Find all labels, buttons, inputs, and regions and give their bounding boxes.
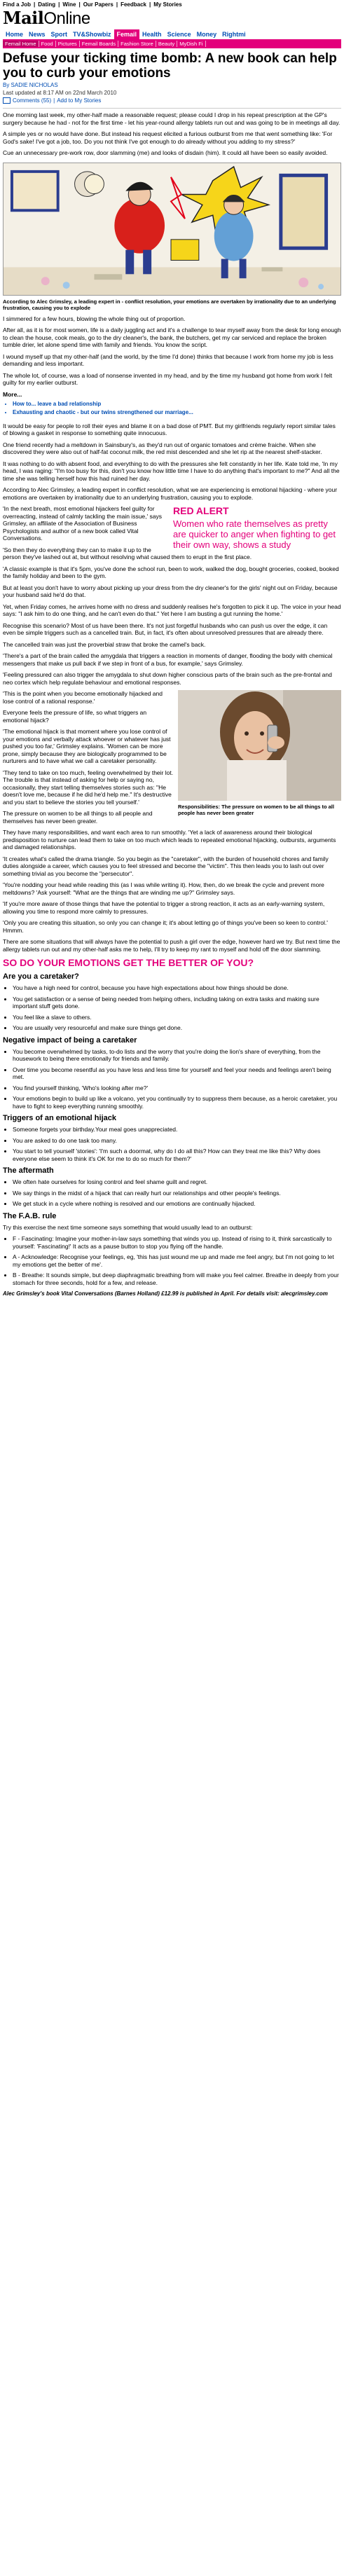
list-item: • You have a high need for control, because you have high expectations about how things should be done. bbox=[13, 984, 341, 992]
body-paragraph: 'This is the point when you become emotionally hijacked and lose control of a rational response.' bbox=[3, 690, 163, 705]
article-headline: Defuse your ticking time bomb: A new book can help you to curb your emotions bbox=[3, 51, 337, 81]
body-paragraph: It was nothing to do with absent food, and everything to do with the pressures she felt constantly in her life. Kate told me, 'In my head, I was raging: "I'm too busy for this, don't you know how little time I have to do anything that's important to me?" And all the time she was telling herself how this had ruined her day. bbox=[3, 460, 340, 482]
body-paragraph: 'There's a part of the brain called the amygdala that triggers a reaction in moments of danger, flooding the body with chemical messengers that make us pull back if we step in front of a bus, for example,' says Grimsley. bbox=[3, 652, 333, 667]
list-item: • Someone forgets your birthday.Your meal goes unappreciated. bbox=[13, 1126, 341, 1134]
fab-intro: Try this exercise the next time someone says something that would usually lead to an outburst: bbox=[3, 1223, 253, 1231]
toplink-my-stories[interactable]: My Stories bbox=[153, 1, 182, 8]
toplink-our-papers[interactable]: Our Papers bbox=[83, 1, 113, 8]
stressed-woman-photo bbox=[178, 690, 341, 801]
related-links-box bbox=[3, 391, 341, 417]
list-item: • You start to tell yourself 'stories': 'I'm such a doormat, why do I do all this? How can they treat me like this? Why does everyone else seem to think it's OK for me to do so much for them?' bbox=[13, 1148, 341, 1162]
toplink-dating[interactable]: Dating bbox=[38, 1, 56, 8]
subnav-femail-boards[interactable]: Femail Boards bbox=[80, 41, 118, 47]
triggers-list bbox=[3, 1126, 341, 1162]
body-paragraph: They have many responsibilities, and want each area to run smoothly. 'Yet a lack of awareness around their biological predisposition to nurture can lead them to take on too much which leads to repeated emotional hijacking, outbursts, arguments and damaged relationships. bbox=[3, 829, 336, 850]
list-item: • You are usually very resourceful and make sure things get done. bbox=[13, 1024, 341, 1032]
body-paragraph: According to Alec Grimsley, a leading expert in conflict resolution, what we are experiencing is emotional hijacking - where your emotions are overtaken by irrationality due to an underlying frustration, causing you to explode. bbox=[3, 486, 338, 501]
subnav-mydish[interactable]: MyDish Fi bbox=[177, 41, 205, 47]
pull-quote bbox=[173, 505, 341, 550]
logo-online: Online bbox=[43, 9, 90, 28]
body-paragraph: Yet, when Friday comes, he arrives home with no dress and suddenly realises he's forgotten to pick it up. The voice in your head says: "I ask him to do one thing, and he can't even do that." Yet here I am busting a gut running the home.' bbox=[3, 602, 341, 617]
list-item: • We often hate ourselves for losing control and feel shame guilt and regret. bbox=[13, 1178, 341, 1186]
intro-paragraph: One morning last week, my other-half made a reasonable request; please could I drop in his repeat prescription at the GP's surgery because he had - not for the first time - let his year-round allergy tablets run out and was going to be in meetings all day. bbox=[3, 111, 340, 126]
article-actions: Comments (55) | Add to My Stories bbox=[3, 97, 341, 104]
body-paragraph: 'So then they do everything they can to make it up to the person they've lashed out at, but without resolving what caused them to erupt in the first place. bbox=[3, 546, 252, 560]
nav-tv-showbiz[interactable]: TV&Showbiz bbox=[73, 31, 111, 38]
list-item: • Your emotions begin to build up like a volcano, yet you continually try to suppress them because, as a heroic caretaker, you have to fight to keep everything running smoothly. bbox=[13, 1095, 341, 1110]
article-byline[interactable]: By SADIE NICHOLAS bbox=[3, 82, 58, 88]
body-paragraph: The cancelled train was just the proverbial straw that broke the camel's back. bbox=[3, 640, 206, 648]
list-item: • F - Fascinating: Imagine your mother-in-law says something that winds you up. Instead of rising to it, think sarcastically to yourself: 'Fascinating!' It acts as a pause button to stop you flying off the handle. bbox=[13, 1235, 341, 1250]
body-paragraph: 'It creates what's called the drama triangle. So you begin as the "caretaker", with the burden of household chores and family duties alongside a career, which causes you to feel stressed and become the "victim". This then leads you to lash out over something trivial as you become the "persecutor". bbox=[3, 855, 329, 877]
related-link[interactable]: • Exhausting and chaotic - but our twins strengthened our marriage... bbox=[13, 408, 341, 417]
nav-sport[interactable]: Sport bbox=[50, 31, 68, 38]
list-item: • You become overwhelmed by tasks, to-do lists and the worry that you're doing the lion's share of everything, from the housework to being there emotionally for friends and family. bbox=[13, 1048, 341, 1063]
related-link[interactable]: • How to... leave a bad relationship bbox=[13, 400, 341, 408]
body-paragraph: The pressure on women to be all things to all people and themselves has never been greater. bbox=[3, 810, 153, 825]
aftermath-list bbox=[3, 1178, 341, 1208]
body-paragraph: But at least you don't have to worry about picking up your dress from the dry cleaner's for the girls' night out on Friday, because your husband said he'd do that. bbox=[3, 584, 338, 598]
negative-impact-list bbox=[3, 1048, 341, 1110]
list-item: • You are asked to do one task too many. bbox=[13, 1137, 341, 1145]
intro-paragraph: A simple yes or no would have done. But instead his request elicited a furious outburst from me that went something like: 'For God's sake! I've got a job, too. Do you not think I've got enough to do already without you adding to my stress?' bbox=[3, 130, 333, 145]
list-item: • A - Acknowledge: Recognise your feelings, eg, 'this has just wound me up and made me feel angry, but I'm not going to let my emotions get the better of me'. bbox=[13, 1253, 341, 1268]
body-paragraph: 'In the next breath, most emotional hijackers feel guilty for overreacting, instead of calmly tackling the main issue,' says Grimsley, an affiliate of the Association of Business Psychologists and author of a new book called Vital Conversations. bbox=[3, 505, 162, 542]
body-paragraph: I simmered for a few hours, blowing the whole thing out of proportion. bbox=[3, 315, 186, 322]
nav-rightmi[interactable]: Rightmi bbox=[222, 31, 246, 38]
list-item: • Over time you become resentful as you have less and less time for yourself and feel your needs and feelings aren't being met. bbox=[13, 1066, 341, 1081]
fab-list bbox=[3, 1235, 341, 1286]
body-paragraph: 'You're nodding your head while reading this (as I was while writing it). How, then, do we break the cycle and prevent more meltdowns? 'Ask yourself: "What are the things that are winding me up?" Grimsley says. bbox=[3, 881, 324, 896]
fab-rule-heading: The F.A.B. rule bbox=[3, 1211, 57, 1220]
toplink-wine[interactable]: Wine bbox=[62, 1, 76, 8]
body-paragraph: There are some situations that will always have the potential to push a girl over the edge, however hard we try. But next time the allergy tablets run out and my other-half asks me to help, I'll try to keep my rant to myself and hold off the door slamming. bbox=[3, 938, 340, 953]
main-nav bbox=[3, 29, 341, 39]
top-links-bar: Find a Job | Dating | Wine | Our Papers | Feedback | My Stories bbox=[3, 1, 182, 8]
body-paragraph: The whole lot, of course, was a load of nonsense invented in my head, and by the time my husband got home from work I felt guilty for my earlier outburst. bbox=[3, 371, 333, 386]
subnav-pictures[interactable]: Pictures bbox=[56, 41, 80, 47]
body-paragraph: 'A classic example is that it's 5pm, you've done the school run, been to work, walked the dog, bought groceries, cooked, booked the family holiday and been to the gym. bbox=[3, 565, 339, 579]
list-item: • You feel like a slave to others. bbox=[13, 1014, 341, 1021]
caretaker-list bbox=[3, 984, 341, 1032]
related-links-heading: More... bbox=[3, 390, 22, 398]
nav-news[interactable]: News bbox=[29, 31, 46, 38]
aftermath-heading: The aftermath bbox=[3, 1166, 54, 1175]
body-paragraph: 'The emotional hijack is that moment where you lose control of your emotions and verbally attack whoever or whatever has just pushed you too far,' Grimsley explains. 'Women can be more prone, simply because they are biologically programmed to be nurturers and to have what we call a caretaker personality. bbox=[3, 728, 171, 764]
photo-block bbox=[178, 690, 341, 816]
add-to-my-stories-link[interactable]: Add to My Stories bbox=[57, 97, 102, 104]
section-heading: SO DO YOUR EMOTIONS GET THE BETTER OF YOU? bbox=[3, 957, 254, 968]
subnav-fashion-store[interactable]: Fashion Store bbox=[118, 41, 156, 47]
nav-home[interactable]: Home bbox=[6, 31, 24, 38]
body-paragraph: One friend recently had a meltdown in Sainsbury's, as they'd run out of organic tomatoes and crème fraiche. When she discovered they were also out of half-fat coconut milk, the red mist descended and she let rip at the nearest shelf-stacker. bbox=[3, 441, 322, 455]
pull-quote-title: RED ALERT bbox=[173, 505, 229, 516]
body-paragraph: 'Feeling pressured can also trigger the amygdala to shut down higher conscious parts of the brain such as the pre-frontal and neo cortex which help regulate behaviour and emotional responses. bbox=[3, 671, 332, 686]
body-paragraph: I wound myself up that my other-half (and the world, by the time I'd done) thinks that because I work from home my job is less demanding and less important. bbox=[3, 352, 333, 367]
body-paragraph: 'If you're more aware of those things that have the potential to trigger a strong reaction, it acts as an early-warning system, allowing you time to respond more calmly to pressures. bbox=[3, 900, 325, 915]
article-illustration bbox=[3, 163, 341, 296]
page bbox=[3, 0, 341, 1297]
nav-money[interactable]: Money bbox=[196, 31, 217, 38]
body-paragraph: 'They tend to take on too much, feeling overwhelmed by their lot. The trouble is that instead of asking for help or saying no, occasionally, they start telling themselves stories such as: "He doesn't love me, because if he did he'd help me." It's destructive and you start to believe the stories you tell yourself.' bbox=[3, 769, 174, 806]
last-updated: Last updated at 8:17 AM on 22nd March 2010 bbox=[3, 90, 117, 96]
comments-link[interactable]: Comments (55) bbox=[13, 97, 52, 104]
toplink-feedback[interactable]: Feedback bbox=[121, 1, 146, 8]
caretaker-heading: Are you a caretaker? bbox=[3, 972, 79, 981]
comment-icon bbox=[3, 97, 11, 104]
logo-mail: Mail bbox=[3, 8, 44, 28]
triggers-heading: Triggers of an emotional hijack bbox=[3, 1114, 116, 1122]
nav-health[interactable]: Health bbox=[142, 31, 162, 38]
nav-femail[interactable]: Femail bbox=[114, 29, 140, 39]
pull-quote-text: Women who rate themselves as pretty are quicker to anger when fighting to get their own way, shows a study bbox=[173, 518, 336, 550]
subnav-beauty[interactable]: Beauty bbox=[156, 41, 177, 47]
list-item: • You get satisfaction or a sense of being needed from helping others, including taking on extra tasks and making sure important stuff gets done. bbox=[13, 996, 341, 1010]
toplink-find-a-job[interactable]: Find a Job bbox=[3, 1, 31, 8]
body-paragraph: After all, as it is for most women, life is a daily juggling act and it's a challenge to tear myself away from the desk for long enough to clean the house, cook meals, go to the dry cleaner's, the bank, the butchers, get my car serviced and replace the broken tumble drier, let alone spend time with family and friends. You know the script. bbox=[3, 326, 341, 348]
nav-science[interactable]: Science bbox=[167, 31, 191, 38]
body-paragraph: Recognise this scenario? Most of us have been there. It's not just forgetful husbands who can push us over the edge, it can even be simple triggers such as a cancelled train. But, in fact, it's often about unresolved pressures that are already there. bbox=[3, 621, 328, 636]
body-paragraph: Everyone feels the pressure of life, so what triggers an emotional hijack? bbox=[3, 709, 147, 724]
body-paragraph: It would be easy for people to roll their eyes and blame it on a bad dose of PMT. But my girlfriends regularly report similar tales of blowing a gasket in response to something quite innocuous. bbox=[3, 422, 336, 436]
divider bbox=[3, 108, 341, 109]
subnav-food[interactable]: Food bbox=[39, 41, 56, 47]
site-logo[interactable] bbox=[3, 10, 90, 27]
sub-nav bbox=[3, 39, 341, 48]
intro-paragraph: Cue an unnecessary pre-work row, door slamming (me) and looks of disdain (him). It could all have been so easily avoided. bbox=[3, 149, 328, 156]
body-paragraph: 'Only you are creating this situation, so only you can change it; it's about letting go of things you've been so keen to control.' Hmmm. bbox=[3, 919, 328, 934]
list-item: • You find yourself thinking, 'Who's looking after me?' bbox=[13, 1084, 341, 1092]
list-item: • We say things in the midst of a hijack that can really hurt our relationships and other people's feelings. bbox=[13, 1190, 341, 1197]
negative-impact-heading: Negative impact of being a caretaker bbox=[3, 1035, 137, 1045]
masthead bbox=[3, 9, 341, 27]
photo-caption: Responsibilities: The pressure on women to be all things to all people has never been greater bbox=[178, 804, 334, 816]
illustration-caption: According to Alec Grimsley, a leading expert in - conflict resolution, your emotions are overtaken by irrationality due to an underlying frustration, causing you to explode bbox=[3, 298, 336, 311]
book-footnote: Alec Grimsley's book Vital Conversations (Barnes Holland) £12.99 is published in April. For details visit: alecgrimsley.com bbox=[3, 1290, 328, 1297]
subnav-femail-home[interactable]: Femail Home bbox=[3, 41, 39, 47]
list-item: • B - Breathe: It sounds simple, but deep diaphragmatic breathing from will make you feel calmer. Breathe in deeply from your stomach for three seconds, hold for a few, and release. bbox=[13, 1272, 341, 1286]
list-item: • We get stuck in a cycle where nothing is resolved and our emotions are continually hijacked. bbox=[13, 1200, 341, 1208]
